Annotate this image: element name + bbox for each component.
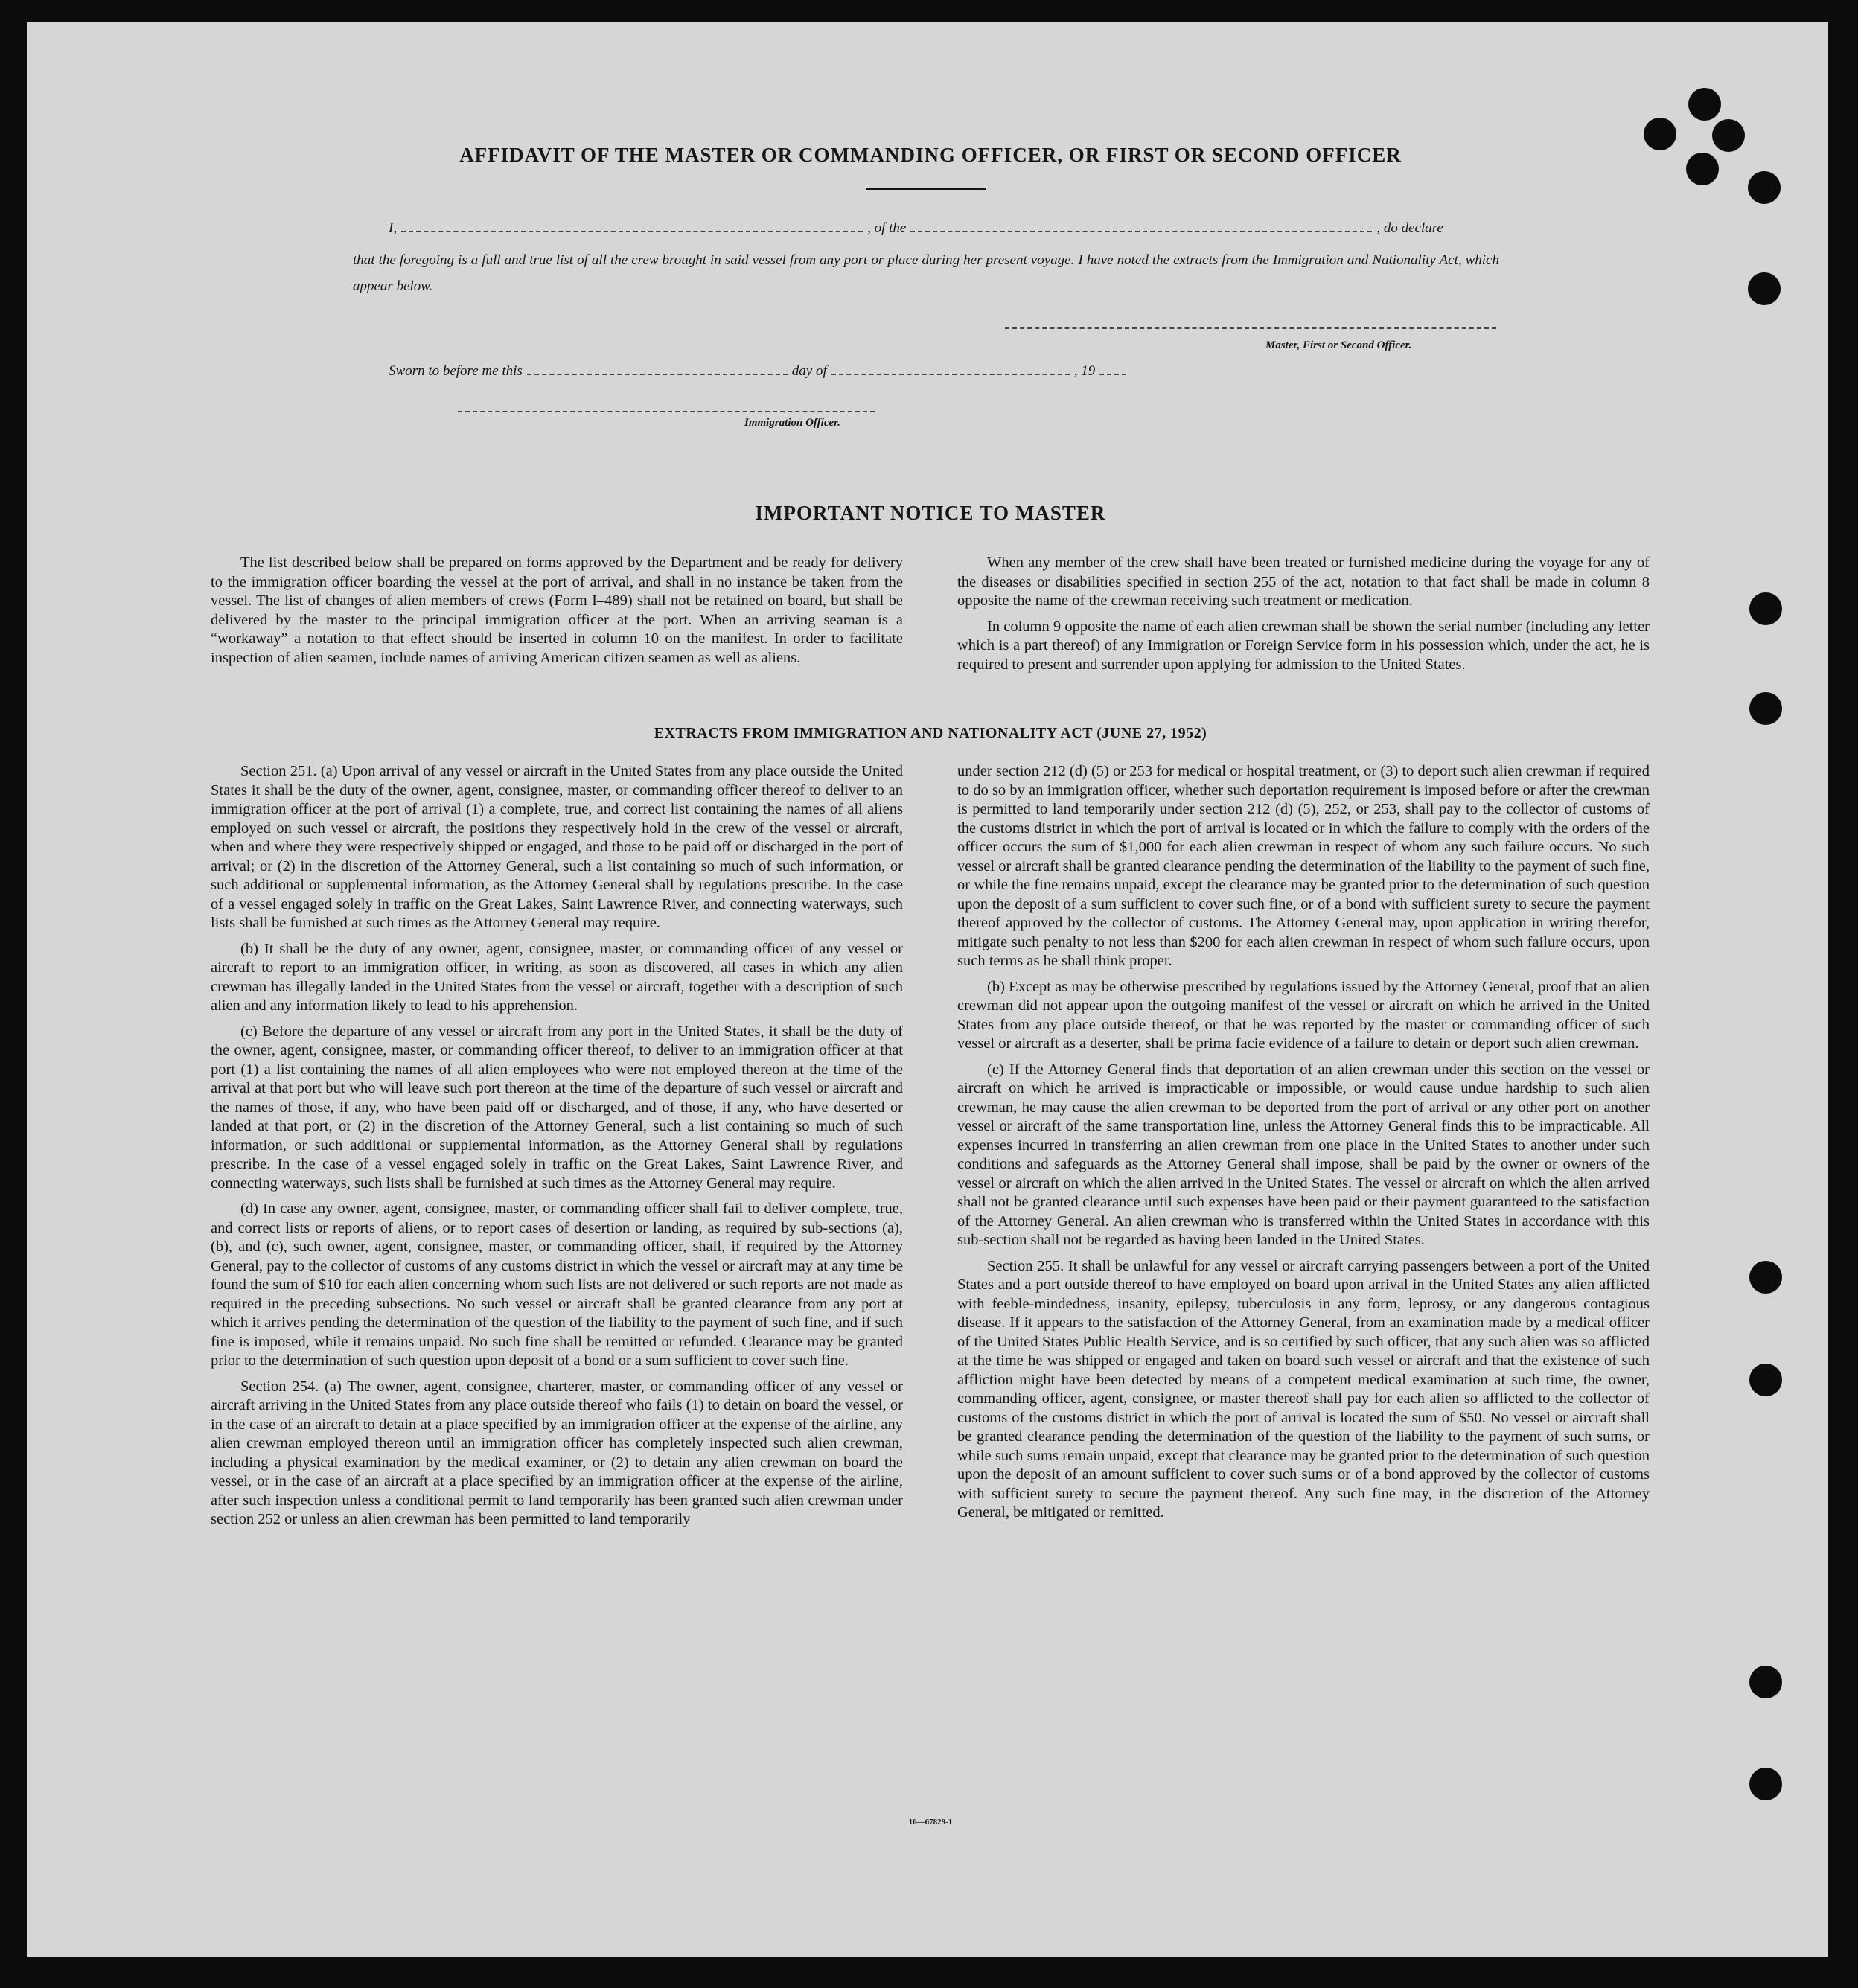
form-number: 16—67829-1 [908,1818,953,1826]
title-underline [866,188,986,190]
extract-paragraph: (c) If the Attorney General finds that deportation of an alien crewman under this section on the vessel or aircraft on which he arrived is impracticable or impossible, or would cause undue hardship to such alien crewman, he may cause the alien crewman to be deported from the port of arrival or any other port on another vessel or aircraft of the same transportation line, unless the Attorney General finds this to be impracticable. All expenses incurred in transferring an alien crewman from one place in the United States to another under such conditions and safeguards as the Attorney General shall impose, shall be paid by the owner or owners of the vessel or aircraft on which the alien arrived in the United States. The vessel or aircraft on which the alien arrived shall not be granted clearance until such expenses have been paid or their payment guaranteed to the satisfaction of the Attorney General. An alien crewman who is transferred within the United States in accordance with this sub-section shall not be regarded as having been landed in the United States. [957,1061,1650,1248]
extract-paragraph: under section 212 (d) (5) or 253 for medical or hospital treatment, or (3) to deport such alien crewman if required to do so by an immigration officer, whether such deportation requirement is imposed before or after the crewman is permitted to land temporarily under section 212 (d) (5), 252, or 253, shall pay to the collector of customs of the customs district in which the port of arrival is located or in which the failure to comply with the orders of the officer occurs the sum of $1,000 for each alien crewman in respect of whom any such failure occurs. No such vessel or aircraft shall be granted clearance pending the determination of the liability to the payment of such fine, or while the fine remains unpaid, except the clearance may be granted prior to the determination of such question upon the deposit of a sum sufficient to cover such fine, or of a bond with sufficient surety to secure the payment thereof approved by the collector of customs. The Attorney General may, upon application in writing therefor, mitigate such penalty to not less than $200 for each alien crewman in respect of whom such failure occurs, upon such terms as he shall think proper. [957,763,1650,969]
extracts-right-column [957,762,1650,1530]
label-do-declare: , do declare [1376,220,1443,236]
label-sworn: Sworn to before me this [389,363,523,379]
immigration-officer-caption: Immigration Officer. [744,417,840,429]
notice-left-column [211,554,903,674]
extracts-left-column [211,762,903,1536]
notice-paragraph: In column 9 opposite the name of each alien crewman shall be shown the serial number (including any letter which is a part thereof) of any Immigration or Foreign Service form in his possession which, under the act, he is required to present and surrender upon applying for admission to the United States. [957,618,1650,673]
notice-right-column [957,554,1650,681]
vessel-field[interactable] [910,231,1372,232]
extract-paragraph: (b) It shall be the duty of any owner, agent, consignee, master, or commanding officer of any vessel or aircraft to report to an immigration officer, in writing, as soon as discovered, all cases in which any alien crewman has illegally landed in the United States from the vessel or aircraft, together with a description of such alien and any information likely to lead to his apprehension. [211,940,903,1014]
label-year: , 19 [1073,363,1096,379]
master-signature-field[interactable] [1005,327,1496,329]
immigration-officer-field[interactable] [458,411,875,412]
extract-paragraph: (d) In case any owner, agent, consignee, master, or commanding officer shall fail to deliver complete, true, and correct lists or reports of aliens, or to report cases of desertion or landing, as required by sub-sections (a), (b), and (c), such owner, agent, consignee, master, or commanding officer, shall, if required by the Attorney General, pay to the collector of customs of any customs district in which the vessel or aircraft may at any time be found the sum of $10 for each alien concerning whom such lists are not delivered or such reports are not made as required in the preceding subsections. No such vessel or aircraft shall be granted clearance from any port at which it arrives pending the determination of the question of the liability to the payment of such fine, and if such fine is imposed, while it remains unpaid. No such fine shall be remitted or refunded. Clearance may be granted prior to the determination of such question upon deposit of a bond or a sum sufficient to cover such fine. [211,1201,903,1369]
declaration-line [389,220,1443,237]
notice-paragraph: When any member of the crew shall have been treated or furnished medicine during the voyage for any of the diseases or disabilities specified in section 255 of the act, notation to that fact shall be made in column 8 opposite the name of the crewman receiving such treatment or medication. [957,554,1650,609]
sworn-month-field[interactable] [831,374,1070,375]
notice-title: IMPORTANT NOTICE TO MASTER [755,502,1106,524]
punch-hole [1749,1364,1782,1396]
sworn-year-field[interactable] [1099,374,1126,375]
label-i: I, [389,220,398,236]
punch-hole [1749,1261,1782,1294]
punch-hole [1688,88,1721,121]
name-field[interactable] [401,231,863,232]
affidavit-title: AFFIDAVIT OF THE MASTER OR COMMANDING OFFICER, OR FIRST OR SECOND OFFICER [459,144,1402,166]
punch-hole [1748,272,1781,305]
extract-paragraph: Section 251. (a) Upon arrival of any vessel or aircraft in the United States from any place outside the United States it shall be the duty of the owner, agent, consignee, master, or commanding officer thereof to deliver to an immigration officer at the port of arrival (1) a complete, true, and correct list containing the names of all aliens employed on such vessel or aircraft, the positions they respectively hold in the crew of the vessel or aircraft, when and where they were respectively shipped or engaged, and those to be paid off or discharged in the port of arrival; or (2) in the discretion of the Attorney General, such a list containing so much of such information, or such additional or supplemental information, as the Attorney General shall by regulations prescribe. In the case of a vessel engaged solely in traffic on the Great Lakes, Saint Lawrence River, and connecting waterways, such lists shall be furnished at such times as the Attorney General may require. [211,763,903,931]
label-of-the: , of the [867,220,907,236]
sworn-day-field[interactable] [527,374,788,375]
affidavit-statement: that the foregoing is a full and true list of all the crew brought in said vessel from any port or place during her present voyage. I have noted the extracts from the Immigration and Nationality Act, which appear below. [353,252,1499,294]
extract-paragraph: (b) Except as may be otherwise prescribed by regulations issued by the Attorney General, proof that an alien crewman did not appear upon the outgoing manifest of the vessel or aircraft on which he arrived in the United States from any place outside thereof, or that he was reported by the master or commanding officer of such vessel or aircraft as a deserter, shall be prima facie evidence of a failure to detain or deport such alien crewman. [957,978,1650,1052]
label-day-of: day of [791,363,827,379]
extract-paragraph: (c) Before the departure of any vessel or aircraft from any port in the United States, it shall be the duty of the owner, agent, consignee, master, or commanding officer thereof, to deliver to an immigration officer at that port (1) a list containing the names of all alien employees who were not employed thereon at the time of the arrival at that port but who will leave such port thereon at the time of the departure of such vessel or aircraft and the names of those, if any, who have been paid off or discharged, and of those, if any, who have deserted or landed at that port, or (2) in the discretion of the Attorney General, such a list containing so much of such information, or such additional or supplemental information, as the Attorney General shall by regulations prescribe. In the case of a vessel engaged solely in traffic on the Great Lakes, Saint Lawrence River, and connecting waterways, such lists shall be furnished at such times as the Attorney General may require. [211,1023,903,1192]
extract-paragraph: Section 254. (a) The owner, agent, consignee, charterer, master, or commanding officer of any vessel or aircraft arriving in the United States from any place outside thereof who fails (1) to detain on board the vessel, or in the case of an aircraft to detain at a place specified by an immigration officer at the expense of the airline, any alien crewman employed thereon until an immigration officer has completely inspected such alien crewman, including a physical examination by the medical examiner, or (2) to detain any alien crewman on board the vessel, or in the case of an aircraft at a place specified by an immigration officer at the expense of the airline, after such inspection unless a conditional permit to land temporarily has been granted such alien crewman under section 252 or unless an alien crewman has been permitted to land temporarily [211,1378,903,1527]
master-signature-caption: Master, First or Second Officer. [1265,339,1412,351]
extracts-title: EXTRACTS FROM IMMIGRATION AND NATIONALITY ACT (JUNE 27, 1952) [654,725,1207,741]
notice-paragraph: The list described below shall be prepared on forms approved by the Department and be ready for delivery to the immigration officer boarding the vessel at the port of arrival, and shall in no instance be taken from the vessel. The list of changes of alien members of crews (Form I–489) shall not be retained on board, but shall be delivered by the master to the principal immigration officer at the port. When an arriving seaman is a “workaway” a notation to that effect should be inserted in column 10 on the manifest. In order to facilitate inspection of alien seamen, include names of arriving American citizen seamen as well as aliens. [211,554,903,666]
sworn-line [389,363,1131,380]
punch-hole [1749,1768,1782,1800]
punch-hole [1749,692,1782,725]
punch-hole [1749,592,1782,625]
extract-paragraph: Section 255. It shall be unlawful for any vessel or aircraft carrying passengers between a port of the United States and a port outside thereof to have employed on board upon arrival in the United States any alien afflicted with feeble-mindedness, insanity, epilepsy, tuberculosis in any form, leprosy, or any dangerous contagious disease. If it appears to the satisfaction of the Attorney General, from an examination made by a medical officer of the United States Public Health Service, and is so certified by such officer, that any such alien was so afflicted at the time he was shipped or engaged and taken on board such vessel or aircraft and that the existence of such affliction might have been detected by means of a competent medical examination at such time, the owner, commanding officer, agent, consignee, or master thereof shall pay for each alien so afflicted to the collector of customs of the customs district in which the port of arrival is located the sum of $50. No vessel or aircraft shall be granted clearance pending the determination of the question of the liability to the payment of such sums, or while such sums remain unpaid, except that clearance may be granted prior to the determination of such question upon the deposit of an amount sufficient to cover such sums or of a bond approved by the collector of customs with sufficient surety to secure the payment thereof. Any such fine may, in the discretion of the Attorney General, be mitigated or remitted. [957,1257,1650,1521]
punch-hole [1749,1666,1782,1698]
punch-hole [1748,171,1781,204]
